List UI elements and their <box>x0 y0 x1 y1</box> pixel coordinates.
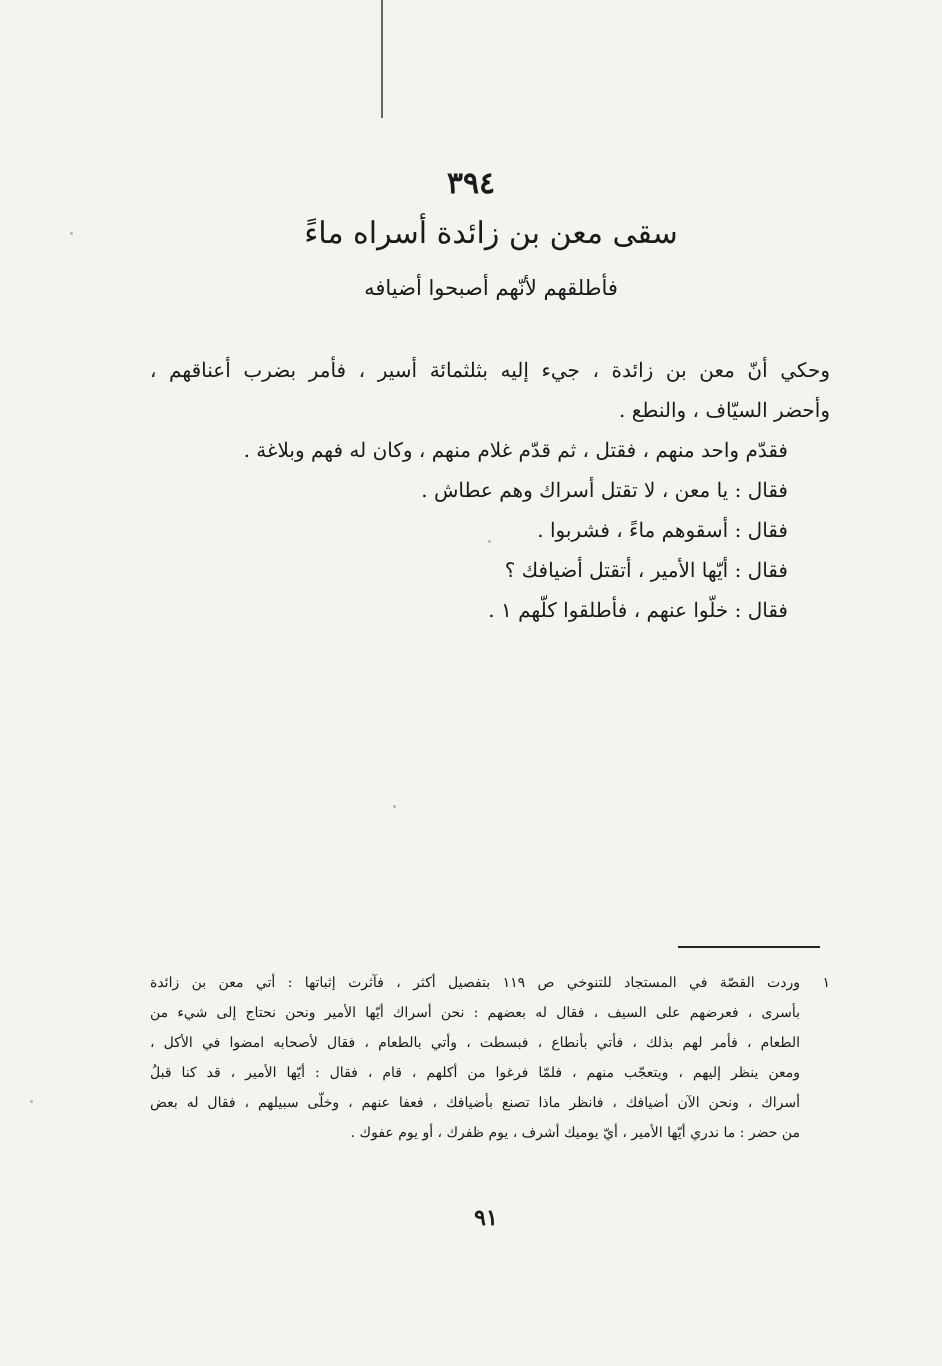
footnote-line: بأسرى ، فعرضهم على السيف ، فقال له بعضهم : نحن أسراك أيّها الأمير ونحن نحتاج إلى شيء من <box>150 1005 800 1021</box>
scan-speck <box>70 232 73 235</box>
body-line: فقال : يا معن ، لا تقتل أسراك وهم عطاش . <box>421 478 788 502</box>
body-line: فقال : أيّها الأمير ، أتقتل أضيافك ؟ <box>504 558 788 582</box>
story-number: ٣٩٤ <box>446 166 496 201</box>
footnote-line: ومعن ينظر إليهم ، ويتعجّب منهم ، فلمّا فرغوا من أكلهم ، قام ، فقال : أيّها الأمير ، قد كنا قبلُ <box>150 1065 800 1081</box>
footnote <box>150 968 830 1148</box>
footnote-text: وردت القصّة في المستجاد للتنوخي ص ١١٩ بتفصيل أكثر ، فآثرت إثباتها : أتي معن بن زائدة <box>150 975 800 991</box>
footnote-line: من حضر : ما ندري أيّها الأمير ، أيّ يوميك أشرف ، يوم ظفرك ، أو يوم عفوك . <box>350 1125 800 1141</box>
scan-speck <box>30 1100 33 1103</box>
body-line: فقال : أسقوهم ماءً ، فشربوا . <box>537 518 788 542</box>
story-title: سقى معن بن زائدة أسراه ماءً <box>304 216 678 251</box>
footnote-line: أسراك ، ونحن الآن أضيافك ، فانظر ماذا تصنع بأضيافك ، فعفا عنهم ، وخلّى سبيلهم ، فقال له بعض <box>150 1095 800 1111</box>
body-line: وأحضر السيّاف ، والنطع . <box>619 398 830 422</box>
footnote-divider <box>678 946 820 948</box>
body-line: فقال : خلّوا عنهم ، فأطلقوا كلّهم ١ . <box>488 598 788 622</box>
scan-speck <box>488 540 491 543</box>
body-line: وحكي أنّ معن بن زائدة ، جيء إليه بثلثمائة أسير ، فأمر بضرب أعناقهم ، <box>150 358 830 382</box>
footnote-line: الطعام ، فأمر لهم بذلك ، فأتي بأنطاع ، فبسطت ، وأتي بالطعام ، فقال لأصحابه امضوا في الأكل ، <box>150 1035 800 1051</box>
story-body <box>150 350 830 630</box>
footnote-number: ١ <box>822 975 830 991</box>
body-line: فقدّم واحد منهم ، فقتل ، ثم قدّم غلام منهم ، وكان له فهم وبلاغة . <box>243 438 788 462</box>
page-number: ٩١ <box>474 1205 498 1231</box>
binding-line <box>381 0 383 118</box>
scan-speck <box>393 805 396 808</box>
footnote-line <box>150 968 830 998</box>
story-subtitle: فأطلقهم لأنّهم أصبحوا أضيافه <box>364 276 618 300</box>
